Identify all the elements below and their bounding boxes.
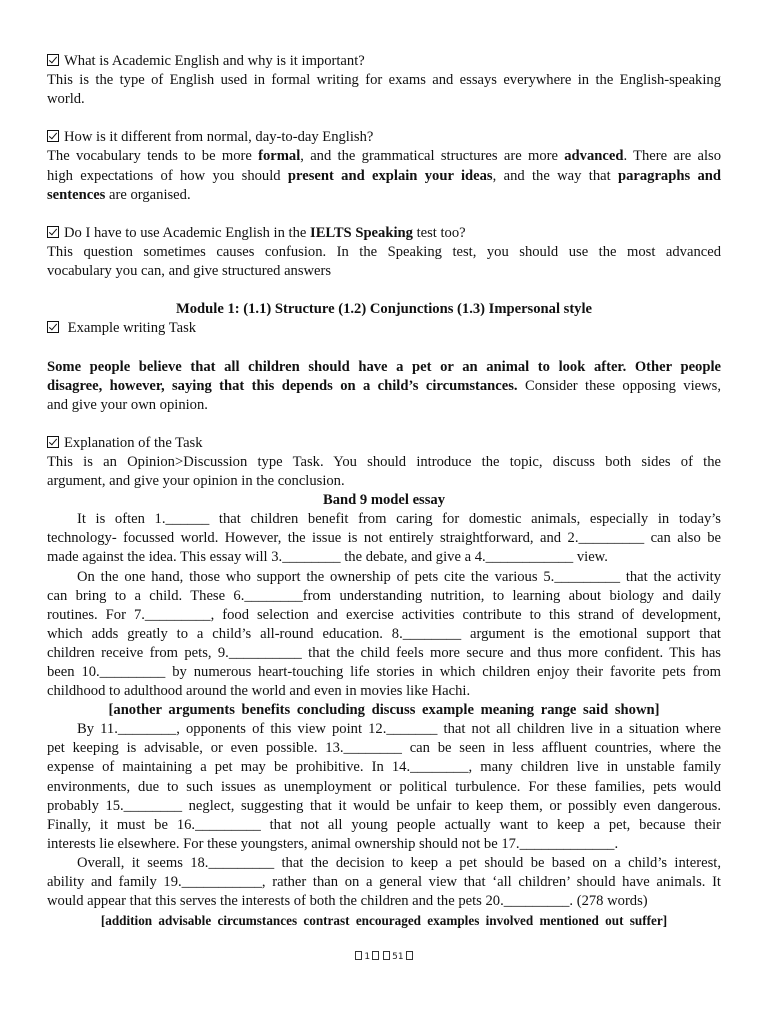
glyph-box-icon bbox=[355, 951, 362, 960]
faq-question: Do I have to use Academic English in the IELTS Speaking test too? bbox=[47, 224, 721, 243]
checkbox-icon bbox=[47, 436, 59, 448]
essay-line: environments, due to such issues as unemployment or political turbulence. For these families, pets would bbox=[47, 778, 721, 795]
essay-line: probably 15.________ neglect, suggesting that it would be unfair to keep them, or possibly even dangerous. bbox=[47, 797, 721, 814]
faq-answer: sentences are organised. bbox=[47, 186, 191, 203]
essay-line: childhood to adulthood around the world and even in movies like Hachi. bbox=[47, 683, 471, 700]
explanation-text: This is an Opinion>Discussion type Task. You should introduce the topic, discuss both sides of the bbox=[47, 453, 721, 470]
essay-line: interests lie elsewhere. For these youngsters, animal ownership should not be 17._____________. bbox=[47, 835, 619, 852]
explanation-label: Explanation of the Task bbox=[47, 434, 721, 453]
explanation-text: argument, and give your opinion in the conclusion. bbox=[47, 473, 345, 490]
document-page bbox=[47, 52, 721, 930]
checkbox-icon bbox=[47, 321, 59, 333]
essay-line: pet keeping is advisable, or even possible. 13.________ can be seen in less affluent countries, where the bbox=[47, 740, 721, 757]
checkbox-icon bbox=[47, 130, 59, 142]
faq-answer: This is the type of English used in formal writing for exams and essays everywhere in the English-speaking bbox=[47, 72, 721, 89]
example-task-label: Example writing Task bbox=[47, 319, 721, 338]
word-bank: [another arguments benefits concluding discuss example meaning range said shown] bbox=[108, 702, 660, 719]
faq-question: What is Academic English and why is it important? bbox=[47, 52, 721, 71]
task-prompt: Some people believe that all children should have a pet or an animal to look after. Other people bbox=[47, 358, 721, 375]
word-bank: [addition advisable circumstances contrast encouraged examples involved mentioned out suffer] bbox=[100, 913, 668, 929]
faq-question: How is it different from normal, day-to-day English? bbox=[47, 128, 721, 147]
page-number: 1 51 bbox=[0, 951, 768, 962]
glyph-box-icon bbox=[406, 951, 413, 960]
essay-line: would appear that this serves the interests of both the children and the pets 20._________. (278 words) bbox=[47, 893, 648, 910]
essay-line: Finally, it must be 16._________ that not all young people actually want to keep a pet, because their bbox=[47, 816, 721, 833]
glyph-box-icon bbox=[383, 951, 390, 960]
faq-answer: world. bbox=[47, 91, 85, 108]
module-title: Module 1: (1.1) Structure (1.2) Conjunctions (1.3) Impersonal style bbox=[175, 301, 593, 318]
essay-line: can bring to a child. These 6.________from understanding nutrition, to learning about biology and daily bbox=[47, 587, 721, 604]
checkbox-icon bbox=[47, 54, 59, 66]
essay-line: been 10._________ by numerous heart-touching life stories in which children enjoy their favorite pets from bbox=[47, 664, 721, 680]
essay-line: expense of maintaining a pet may be prohibitive. In 14.________, many children live in unstable family bbox=[47, 759, 721, 776]
checkbox-icon bbox=[47, 226, 59, 238]
essay-line: By 11.________, opponents of this view point 12._______ that not all children live in a situation where bbox=[77, 721, 721, 738]
faq-answer: This question sometimes causes confusion. In the Speaking test, you should use the most advanced bbox=[47, 243, 721, 260]
task-prompt: and give your own opinion. bbox=[47, 396, 208, 413]
essay-line: children receive from pets, 9.__________ that the child feels more secure and thus more confident. This has bbox=[47, 644, 721, 661]
faq-answer: The vocabulary tends to be more formal, and the grammatical structures are more advanced. There are also bbox=[47, 148, 722, 165]
essay-line: On the one hand, those who support the ownership of pets cite the various 5._________ that the activity bbox=[77, 568, 721, 585]
faq-answer: high expectations of how you should present and explain your ideas, and the way that paragraphs and bbox=[47, 167, 721, 184]
essay-line: routines. For 7._________, food selection and exercise activities contribute to this strand of development, bbox=[47, 606, 721, 623]
essay-line: It is often 1.______ that children benefit from caring for domestic animals, especially in today’s bbox=[77, 511, 721, 528]
essay-line: made against the idea. This essay will 3.________ the debate, and give a 4.____________ view. bbox=[47, 549, 608, 566]
faq-answer: vocabulary you can, and give structured answers bbox=[47, 263, 332, 280]
task-prompt: disagree, however, saying that this depends on a child’s circumstances. Consider these opposing views, bbox=[47, 377, 721, 394]
essay-line: technology- focussed world. However, the issue is not entirely straightforward, and 2._________ can also be bbox=[47, 530, 721, 547]
essay-line: which adds greatly to a child’s all-round education. 8.________ argument is the emotional support that bbox=[47, 625, 721, 642]
essay-title: Band 9 model essay bbox=[322, 492, 446, 509]
essay-line: Overall, it seems 18._________ that the decision to keep a pet should be based on a child’s interest, bbox=[77, 854, 721, 871]
essay-line: ability and family 19.___________, rather than on a general view that ‘all children’ should have animals. It bbox=[47, 874, 721, 891]
glyph-box-icon bbox=[372, 951, 379, 960]
